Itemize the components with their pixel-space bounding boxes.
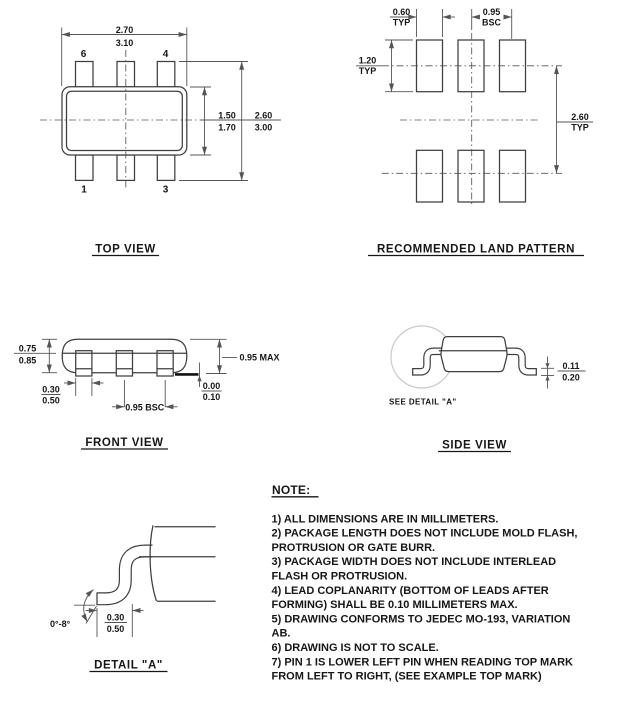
dim-body-width (190, 87, 236, 155)
dim-overall-width-lower: 3.00 (254, 122, 273, 133)
note-line: PROTRUSION OR GATE BURR. (271, 541, 436, 554)
note-heading: NOTE: (272, 483, 311, 497)
detail-a-lead (97, 551, 153, 605)
dim-standoff-upper: 0.00 (202, 381, 221, 391)
note-line: 5) DRAWING CONFORMS TO JEDEC MO-193, VARIATION (271, 613, 571, 626)
dim-body-height-lower: 0.85 (18, 355, 37, 366)
dim-row-spacing-upper: 2.60 (571, 112, 589, 122)
dim-overall-width-upper: 2.60 (254, 110, 273, 121)
dim-land-pitch-upper: 0.95 (482, 7, 501, 17)
detail-a-label: DETAIL "A" (94, 659, 163, 672)
front-view-label: FRONT VIEW (85, 437, 164, 449)
side-body (441, 337, 507, 372)
dim-pad-width-upper: 0.60 (392, 7, 411, 17)
land-pattern-centerlines (356, 33, 562, 207)
dim-body-height-upper: 0.75 (18, 343, 37, 354)
dim-lead-width (42, 378, 104, 406)
note-line: 1) ALL DIMENSIONS ARE IN MILLIMETERS. (271, 513, 499, 526)
note-line: 3) PACKAGE WIDTH DOES NOT INCLUDE INTERLEAD (271, 556, 557, 569)
dim-front-pitch-text: 0.95 BSC (125, 402, 165, 413)
dim-land-pitch-lower: BSC (481, 17, 502, 28)
dim-overall-width (179, 62, 272, 181)
dim-foot-angle (50, 590, 97, 630)
notes-block (272, 483, 578, 683)
land-pattern-label: RECOMMENDED LAND PATTERN (377, 243, 575, 256)
dim-length-upper: 2.70 (115, 24, 134, 35)
dim-lead-thickness (541, 357, 586, 389)
dim-row-spacing-lower: TYP (571, 122, 589, 133)
dim-length-lower: 3.10 (115, 37, 134, 48)
note-line: AB. (271, 627, 291, 640)
dim-lead-thickness-upper: 0.11 (562, 361, 580, 371)
dim-foot-length-lower: 0.50 (106, 623, 125, 634)
dim-lead-thickness-lower: 0.20 (562, 372, 580, 383)
land-pattern-view (356, 7, 593, 256)
see-detail-a-callout: SEE DETAIL "A" (389, 397, 457, 407)
dim-land-pitch (472, 7, 512, 39)
dim-max-height-text: 0.95 MAX (239, 352, 280, 363)
dim-pad-height-upper: 1.20 (358, 55, 377, 66)
dim-lead-width-upper: 0.30 (42, 384, 60, 395)
note-line: 6) DRAWING IS NOT TO SCALE. (271, 642, 439, 654)
side-right-lead (507, 351, 536, 375)
dim-foot-length-upper: 0.30 (106, 612, 125, 623)
pin-label-1: 1 (81, 184, 87, 196)
dim-body-width-upper: 1.50 (218, 110, 236, 121)
top-view-label: TOP VIEW (95, 243, 156, 256)
dim-lead-width-lower: 0.50 (42, 395, 60, 406)
dim-standoff-lower: 0.10 (202, 392, 221, 402)
note-line: FORMING) SHALL BE 0.10 MILLIMETERS MAX. (271, 599, 518, 612)
note-line: 4) LEAD COPLANARITY (BOTTOM OF LEADS AFTER (271, 584, 549, 597)
land-pattern-pads (417, 40, 526, 202)
dim-body-height (14, 339, 57, 372)
dim-foot-angle-text: 0°-8° (50, 619, 71, 629)
side-view (389, 326, 586, 452)
dim-body-width-lower: 1.70 (218, 122, 236, 133)
front-leads (76, 351, 174, 376)
pin-label-6: 6 (80, 49, 87, 60)
note-line: 2) PACKAGE LENGTH DOES NOT INCLUDE MOLD FLASH, (271, 527, 578, 540)
pin-label-4: 4 (162, 49, 169, 60)
note-line: FLASH OR PROTRUSION. (271, 570, 408, 583)
dim-foot-length (86, 604, 144, 637)
side-view-label: SIDE VIEW (442, 439, 507, 452)
package-body-outline (62, 87, 187, 155)
note-line: 7) PIN 1 IS LOWER LEFT PIN WHEN READING TOP MARK (271, 656, 574, 669)
dim-max-height (190, 339, 280, 373)
detail-a-view (50, 525, 216, 671)
dim-pad-height-lower: TYP (358, 66, 377, 76)
dim-pad-width (390, 7, 455, 37)
front-view (14, 339, 280, 449)
dim-pad-width-lower: TYP (392, 17, 411, 28)
top-view (40, 25, 281, 256)
detail-a-body-edge (139, 525, 216, 601)
dim-row-spacing (557, 66, 594, 174)
side-left-lead (413, 351, 442, 375)
note-line: FROM LEFT TO RIGHT, (SEE EXAMPLE TOP MARK) (271, 670, 542, 683)
pin-label-3: 3 (162, 184, 169, 196)
dim-front-pitch (112, 380, 178, 412)
